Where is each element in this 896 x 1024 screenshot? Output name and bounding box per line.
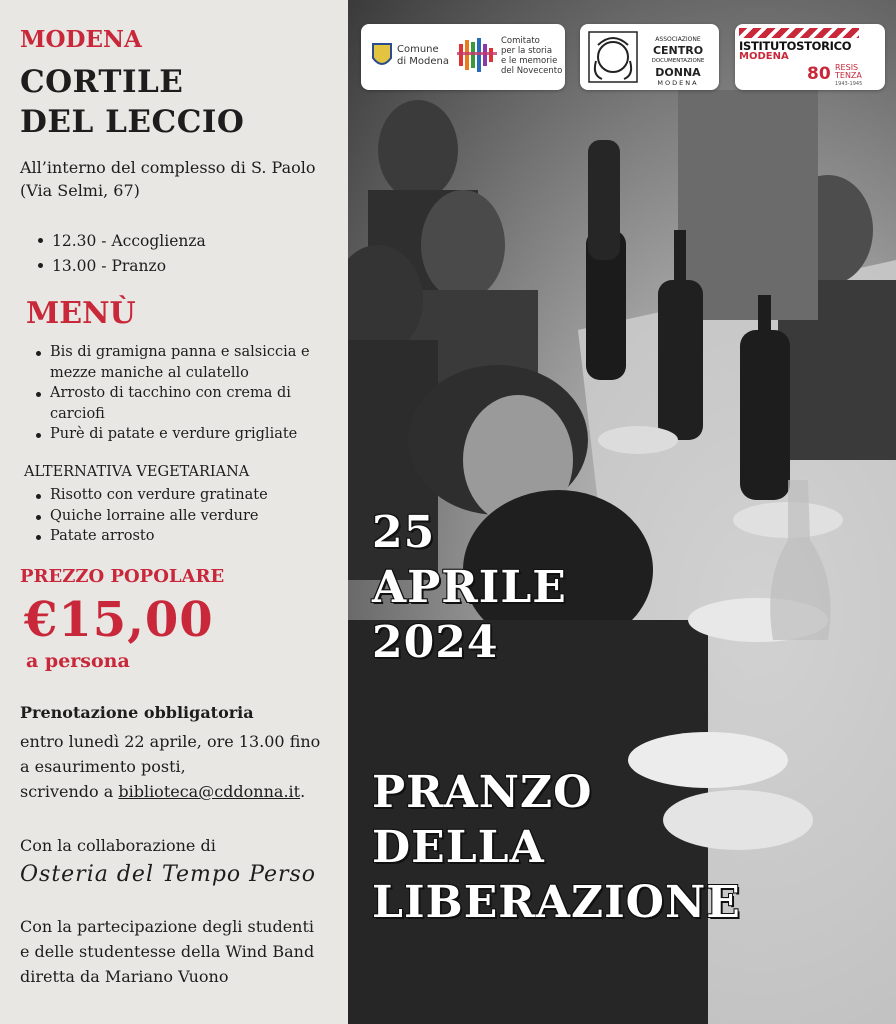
venue-name-line1: CORTILE	[20, 64, 184, 100]
venue-name	[20, 62, 244, 142]
resistenza-word2: TENZA	[835, 71, 862, 80]
booking-line3-prefix: scrivendo a	[20, 782, 119, 801]
comitato-line4: del Novecento	[501, 66, 563, 76]
comune-label	[397, 44, 449, 68]
resistenza-word1: RESIS	[835, 63, 859, 72]
date-month: APRILE	[372, 562, 567, 613]
schedule-item: 13.00 - Pranzo	[34, 254, 206, 279]
istituto-line2: MODENA	[739, 51, 789, 62]
centro-line5: MODENA	[657, 79, 699, 87]
comune-line1: Comune	[397, 44, 439, 55]
centro-line2: CENTRO	[652, 44, 704, 57]
event-date	[372, 505, 567, 670]
resistenza-word	[835, 64, 862, 88]
comitato-line2: per la storia	[501, 46, 553, 56]
collaboration-label: Con la collaborazione di	[20, 836, 216, 855]
venue-name-line2: DEL LECCIO	[20, 104, 245, 140]
vegetarian-item: Patate arrosto	[32, 526, 268, 547]
centro-line1: ASSOCIAZIONE	[655, 36, 701, 43]
price-label: PREZZO POPOLARE	[20, 566, 225, 587]
comune-crest-icon	[371, 40, 393, 70]
address-line1: All’interno del complesso di S. Paolo	[20, 158, 316, 177]
event-title	[372, 765, 741, 930]
logo-istituto-storico	[735, 24, 885, 90]
comitato-line3: e le memorie	[501, 56, 558, 66]
comitato-label	[501, 36, 562, 76]
participation-line3: diretta da Mariano Vuono	[20, 967, 229, 986]
vegetarian-list	[32, 485, 268, 547]
menu-item: Arrosto di tacchino con crema di carciofi	[32, 383, 332, 424]
participation-line1: Con la partecipazione degli studenti	[20, 917, 315, 936]
booking-line3	[20, 779, 342, 804]
istituto-line1: ISTITUTOSTORICO	[739, 39, 852, 53]
vegetarian-item: Risotto con verdure gratinate	[32, 485, 268, 506]
participation-info	[20, 914, 342, 989]
event-title-line2: DELLA	[372, 822, 545, 873]
event-title-line3: LIBERAZIONE	[372, 877, 741, 928]
schedule-item: 12.30 - Accoglienza	[34, 229, 206, 254]
city-label: MODENA	[20, 26, 142, 53]
booking-email-link[interactable]: biblioteca@cddonna.it	[118, 782, 301, 801]
menu-item: Purè di patate e verdure grigliate	[32, 424, 332, 445]
resistenza-80-mark: 80	[807, 64, 831, 84]
price-per-person: a persona	[26, 650, 130, 672]
date-day: 25	[372, 507, 436, 558]
menu-list	[32, 342, 332, 445]
centro-donna-face-icon	[588, 31, 638, 83]
menu-title: MENÙ	[26, 296, 136, 331]
booking-heading: Prenotazione obbligatoria	[20, 703, 254, 722]
centro-donna-label	[642, 34, 714, 89]
booking-line3-suffix: .	[300, 782, 306, 801]
booking-line1: entro lunedì 22 aprile, ore 13.00 fino	[20, 732, 321, 751]
centro-line3: DOCUMENTAZIONE	[651, 58, 705, 64]
vegetarian-title: ALTERNATIVA VEGETARIANA	[24, 464, 250, 480]
venue-address	[20, 156, 340, 202]
menu-item: Bis di gramigna panna e salsiccia e mezze maniche al culatello	[32, 342, 332, 383]
schedule-list	[34, 229, 206, 279]
participation-line2: e delle studentesse della Wind Band	[20, 942, 315, 961]
logo-comune-comitato	[361, 24, 565, 90]
comitato-grid-icon	[457, 38, 497, 72]
centro-line4: DONNA	[655, 66, 701, 79]
booking-line2: a esaurimento posti,	[20, 757, 186, 776]
address-line2: (Via Selmi, 67)	[20, 181, 140, 200]
booking-info	[20, 700, 342, 804]
comitato-line1: Comitato	[501, 36, 540, 46]
price-amount: €15,00	[24, 592, 214, 648]
logo-centro-donna	[580, 24, 719, 90]
osteria-logo-text: Osteria del Tempo Perso	[20, 862, 317, 887]
vegetarian-item: Quiche lorraine alle verdure	[32, 506, 268, 527]
istituto-stripe	[739, 28, 859, 38]
event-title-line1: PRANZO	[372, 767, 593, 818]
comune-line2: di Modena	[397, 56, 450, 67]
info-panel	[0, 0, 348, 1024]
date-year: 2024	[372, 617, 499, 668]
resistenza-years: 1943-1945	[835, 81, 863, 87]
